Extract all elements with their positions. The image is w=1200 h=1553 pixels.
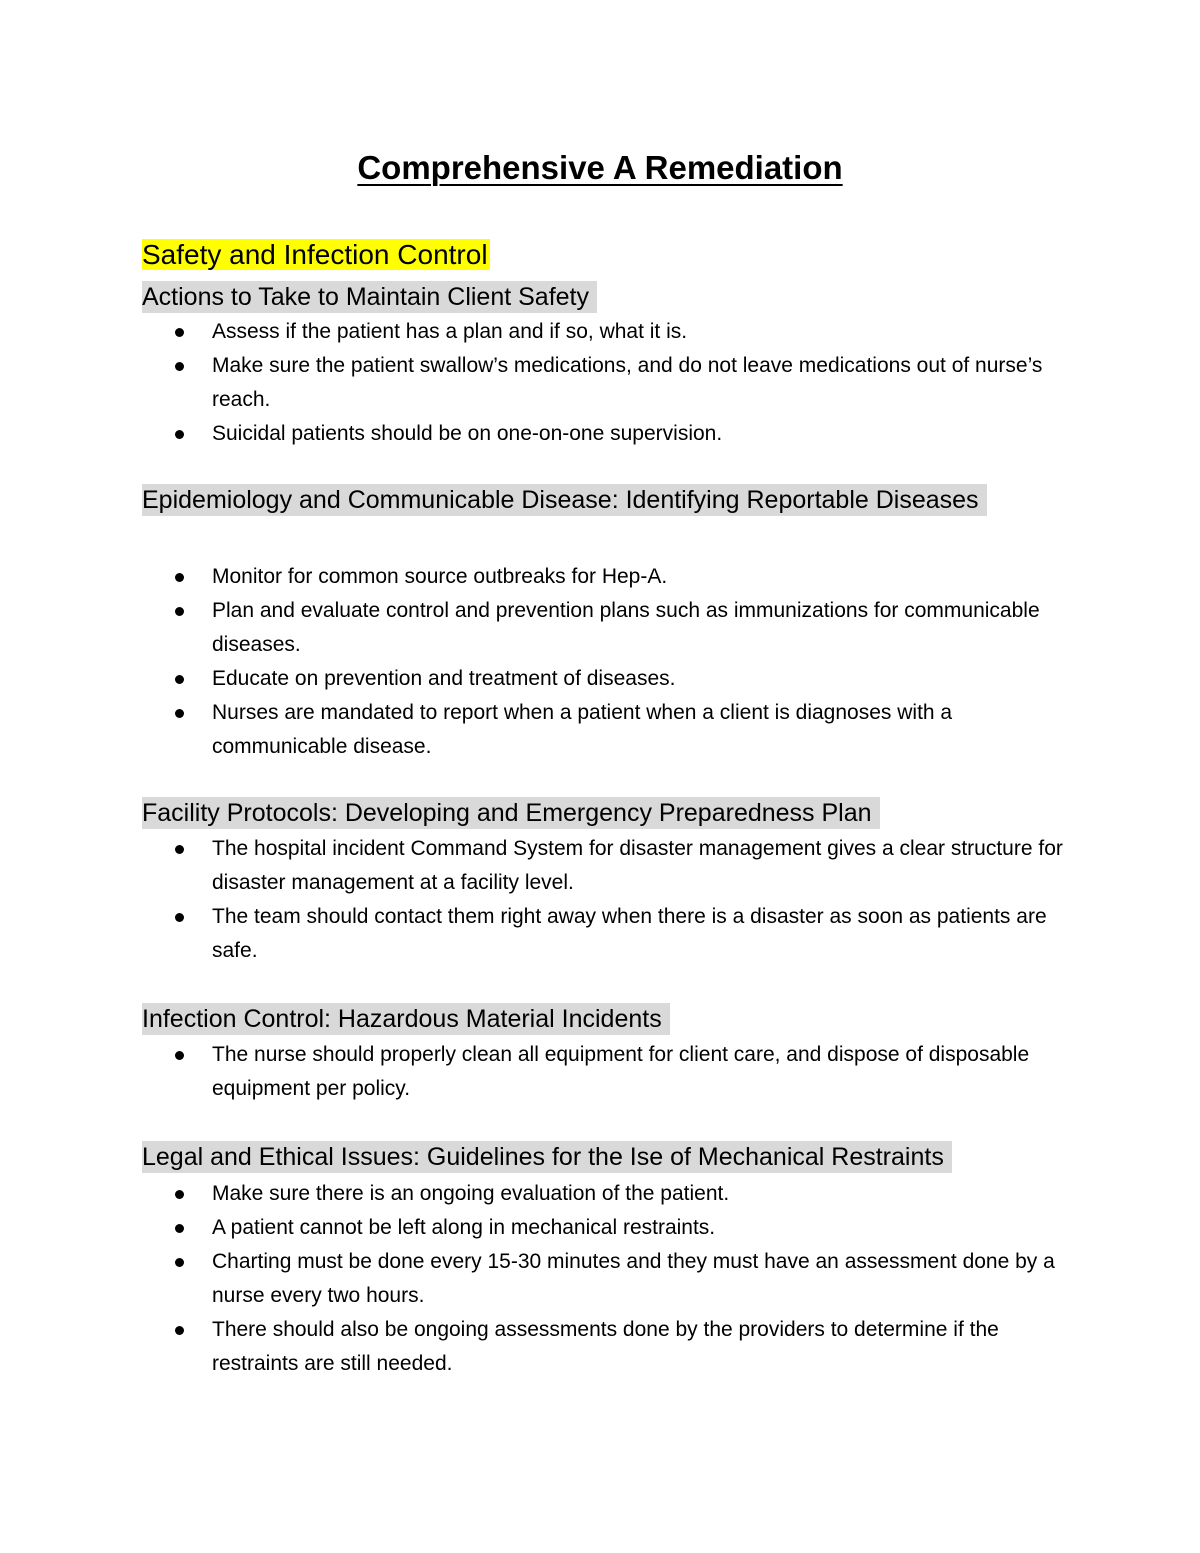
list-item: Monitor for common source outbreaks for Hep-A.	[0, 560, 1072, 594]
list-item: Educate on prevention and treatment of diseases.	[0, 662, 1072, 696]
list-item: The nurse should properly clean all equipment for client care, and dispose of disposable equipment per policy.	[0, 1038, 1072, 1106]
section-heading: Actions to Take to Maintain Client Safety	[142, 278, 1062, 316]
bullet-icon	[175, 362, 184, 371]
list-item: There should also be ongoing assessments done by the providers to determine if the restraints are still needed.	[0, 1313, 1072, 1381]
bullet-icon	[175, 1190, 184, 1199]
main-section-heading: Safety and Infection Control	[142, 239, 488, 270]
bullet-icon	[175, 328, 184, 337]
bullet-icon	[175, 1224, 184, 1233]
bullet-icon	[175, 573, 184, 582]
bullet-list	[0, 315, 1200, 451]
bullet-icon	[175, 1051, 184, 1060]
list-item: A patient cannot be left along in mechanical restraints.	[0, 1211, 1072, 1245]
bullet-icon	[175, 675, 184, 684]
list-item: Nurses are mandated to report when a patient when a client is diagnoses with a communicable disease.	[0, 696, 1072, 764]
bullet-icon	[175, 845, 184, 854]
list-item: Plan and evaluate control and prevention plans such as immunizations for communicable diseases.	[0, 594, 1072, 662]
section-heading: Legal and Ethical Issues: Guidelines for the Ise of Mechanical Restraints	[142, 1138, 1142, 1176]
bullet-list	[0, 560, 1200, 764]
section-heading: Infection Control: Hazardous Material Incidents	[142, 1000, 1062, 1038]
list-item: The team should contact them right away when there is a disaster as soon as patients are safe.	[0, 900, 1072, 968]
document-title: Comprehensive A Remediation	[357, 149, 843, 186]
bullet-list	[0, 1038, 1200, 1106]
list-item: Charting must be done every 15-30 minutes and they must have an assessment done by a nurse every two hours.	[0, 1245, 1072, 1313]
bullet-icon	[175, 430, 184, 439]
list-item: The hospital incident Command System for disaster management gives a clear structure for disaster management at a facility level.	[0, 832, 1072, 900]
list-item: Make sure the patient swallow’s medications, and do not leave medications out of nurse’s reach.	[0, 349, 1072, 417]
bullet-icon	[175, 1258, 184, 1267]
section-heading: Facility Protocols: Developing and Emergency Preparedness Plan	[142, 794, 1062, 832]
bullet-list	[0, 832, 1200, 968]
bullet-icon	[175, 1326, 184, 1335]
bullet-list	[0, 1177, 1200, 1381]
list-item: Make sure there is an ongoing evaluation of the patient.	[0, 1177, 1072, 1211]
section-heading: Epidemiology and Communicable Disease: Identifying Reportable Diseases	[142, 481, 992, 519]
bullet-icon	[175, 913, 184, 922]
bullet-icon	[175, 607, 184, 616]
list-item: Suicidal patients should be on one-on-one supervision.	[0, 417, 1072, 451]
list-item: Assess if the patient has a plan and if so, what it is.	[0, 315, 1072, 349]
bullet-icon	[175, 709, 184, 718]
